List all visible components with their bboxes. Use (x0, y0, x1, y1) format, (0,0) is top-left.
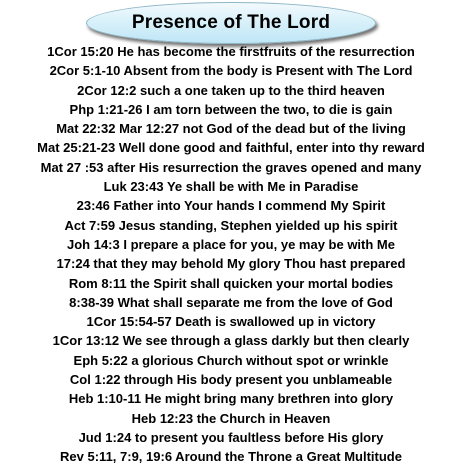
verse-line: 2Cor 5:1-10 Absent from the body is Present with The Lord (49, 63, 413, 79)
verse-line: Mat 27 :53 after His resurrection the graves opened and many (40, 159, 422, 175)
verse-line: Luk 23:43 Ye shall be with Me in Paradise (103, 179, 359, 195)
verse-line: Mat 25:21-23 Well done good and faithful, enter into thy reward (37, 140, 425, 156)
verse-line: Heb 12:23 the Church in Heaven (131, 410, 331, 426)
verse-line: Jud 1:24 to present you faultless before His glory (78, 429, 384, 445)
verse-line: 8:38-39 What shall separate me from the love of God (69, 294, 393, 310)
verse-line: Rom 8:11 the Spirit shall quicken your mortal bodies (68, 275, 394, 291)
verse-line: Heb 1:10-11 He might bring many brethren into glory (68, 391, 394, 407)
verse-line: 1Cor 13:12 We see through a glass darkly but then clearly (52, 333, 410, 349)
verse-line: Php 1:21-26 I am torn between the two, to die is gain (69, 101, 393, 117)
verse-line: Mat 22:32 Mar 12:27 not God of the dead but of the living (56, 121, 406, 137)
verse-line: 1Cor 15:20 He has become the firstfruits of the resurrection (47, 44, 415, 59)
verse-line: Act 7:59 Jesus standing, Stephen yielded up his spirit (64, 217, 398, 233)
verse-line: Col 1:22 through His body present you unblameable (69, 372, 393, 388)
page-title: Presence of The Lord (131, 12, 331, 33)
title-banner (86, 2, 376, 44)
verse-list (0, 42, 462, 467)
verse-line: 23:46 Father into Your hands I commend My Spirit (76, 198, 386, 214)
verse-line: 2Cor 12:2 such a one taken up to the third heaven (77, 82, 385, 98)
verse-line: Joh 14:3 I prepare a place for you, ye may be with Me (66, 236, 395, 252)
verse-line: 17:24 that they may behold My glory Thou hast prepared (56, 256, 406, 272)
verse-line: Eph 5:22 a glorious Church without spot or wrinkle (73, 352, 389, 368)
verse-line: 1Cor 15:54-57 Death is swallowed up in victory (86, 314, 376, 330)
verse-line: Rev 5:11, 7:9, 19:6 Around the Throne a Great Multitude (60, 449, 402, 465)
